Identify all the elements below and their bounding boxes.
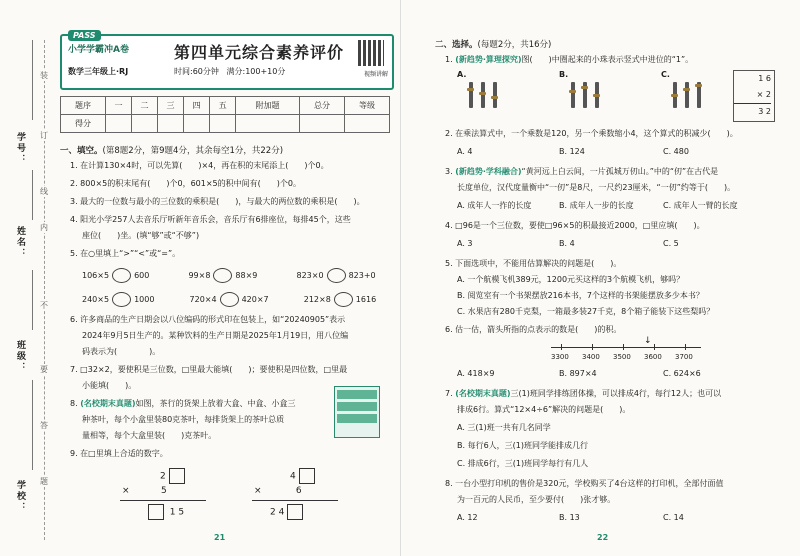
digit-box[interactable] <box>287 504 303 520</box>
choice-7-text: 三(1)班同学排练团体操，可以排成4行，每行12人；也可以 <box>510 389 722 398</box>
qr-code-icon[interactable] <box>358 40 384 66</box>
score-cell[interactable] <box>158 115 184 133</box>
compare-left: 823×0 <box>296 271 324 280</box>
question-5: 5. 在○里填上“>”“<”或“=”。 <box>70 249 181 258</box>
seal-char: 装 <box>40 71 48 80</box>
section-2-heading: 二、选择。 <box>435 40 478 50</box>
compare-circle[interactable] <box>112 292 131 307</box>
exam-meta <box>174 66 285 77</box>
question-2: 2. 800×5的积末尾有( )个0，601×5的积中间有( )个0。 <box>70 179 301 188</box>
question-3: 3. 最大的一位数与最小的三位数的乘积是( )，与最大的两位数的乘积是( )。 <box>70 197 365 206</box>
vertical-calc-a-mul: × 5 <box>122 486 167 496</box>
option-c[interactable]: C. 5 <box>663 239 679 248</box>
question-7-line2: 小能填( )。 <box>82 381 137 390</box>
choice-4: 4. □96是一个三位数，要使□96×5的积最接近2000，□里应填( )。 <box>445 221 705 230</box>
table-row <box>61 115 390 133</box>
compare-right: 88×9 <box>235 271 258 280</box>
choice-3-line2: 长度单位，汉代度量衡中“一仞”是8尺，一尺约23厘米，“一仞”约等于( )。 <box>457 183 736 192</box>
abacus-rod <box>481 82 485 108</box>
choice-7-line2: 排成6行。算式“12×4÷6”解决的问题是( )。 <box>457 405 631 414</box>
vertical-calc-box <box>733 70 775 122</box>
score-cell[interactable] <box>105 115 131 133</box>
student-id-label: 学号： <box>15 132 25 165</box>
option-a[interactable]: A. 三(1)班一共有几名同学 <box>457 423 551 432</box>
option-b[interactable]: B. 897×4 <box>559 369 597 378</box>
page-number-right: 22 <box>597 533 609 542</box>
section-2-note: (每题2分，共16分) <box>477 40 552 50</box>
name-blank[interactable] <box>32 170 33 220</box>
calc-digit: 4 <box>290 471 296 482</box>
tick-label: 3600 <box>644 353 662 361</box>
calc-digit: 3 2 <box>758 107 771 116</box>
choice-1-tag: (新趋势·算理探究) <box>455 55 522 64</box>
question-9: 9. 在□里填上合适的数字。 <box>70 449 168 458</box>
compare-right: 600 <box>134 271 150 280</box>
compare-circle[interactable] <box>112 268 131 283</box>
right-page <box>400 0 800 556</box>
arrow-down-icon: ↓ <box>644 336 652 346</box>
table-cell: 三 <box>158 97 184 115</box>
option-c[interactable]: C. 水果店有280千克梨，一箱最多装27千克，8个箱子能装下这些梨吗？ <box>457 307 715 316</box>
school-blank[interactable] <box>32 380 33 470</box>
class-label: 班级： <box>15 340 25 373</box>
table-cell: 等级 <box>345 97 390 115</box>
qr-caption: 视频讲解 <box>363 71 388 78</box>
name-label: 姓名： <box>15 226 25 259</box>
option-b[interactable]: B. 成年人一步的长度 <box>559 201 634 210</box>
exam-header <box>60 31 394 90</box>
question-8-line1: 8. (名校期末真题)如图，茶行的货架上放着大盒、中盒、小盒三 <box>70 399 296 408</box>
compare-right: 420×7 <box>241 295 269 304</box>
pass-badge: PASS <box>68 30 101 41</box>
score-cell[interactable] <box>345 115 390 133</box>
question-4-line1: 4. 阳光小学257人去音乐厅听新年音乐会，音乐厅有6排座位，每排45个，这些 <box>70 215 351 224</box>
score-table <box>60 96 390 133</box>
tick-label: 3300 <box>551 353 569 361</box>
score-cell[interactable] <box>132 115 158 133</box>
digit-box[interactable] <box>299 468 315 484</box>
vertical-calc-b-result <box>270 504 303 520</box>
option-c[interactable]: C. 480 <box>663 147 689 156</box>
question-6-line1: 6. 许多商品的生产日期会以八位编码的形式印在包装上，如“20240905”表示 <box>70 315 346 324</box>
tick-label: 3400 <box>582 353 600 361</box>
page-number-left: 21 <box>214 533 226 542</box>
table-cell: 总分 <box>300 97 345 115</box>
choice-7-tag: (名校期末真题) <box>455 389 511 398</box>
compare-right: 1000 <box>134 295 155 304</box>
abacus-bead <box>467 88 474 91</box>
table-cell: 五 <box>210 97 236 115</box>
option-label: A. <box>457 70 467 79</box>
abacus-rod <box>685 82 689 108</box>
calc-digit: 2 <box>160 471 166 482</box>
option-b[interactable]: B. 每行6人，三(1)班同学能排成几行 <box>457 441 588 450</box>
option-a[interactable]: A. 418×9 <box>457 369 495 378</box>
compare-circle[interactable] <box>334 292 353 307</box>
question-6-line3: 码表示为( )。 <box>82 347 161 356</box>
number-line-axis <box>551 347 701 348</box>
binding-line <box>44 40 45 540</box>
number-line <box>551 338 701 364</box>
option-label: C. <box>661 70 670 79</box>
abacus-rod <box>493 82 497 108</box>
option-a[interactable]: A. 成年人一拃的长度 <box>457 201 532 210</box>
compare-left: 240×5 <box>82 295 110 304</box>
table-cell: 得分 <box>61 115 106 133</box>
table-cell: 四 <box>184 97 210 115</box>
tick-mark <box>561 344 562 350</box>
tick-mark <box>654 344 655 350</box>
choice-1-text: 图( )中圈起来的小珠表示竖式中进位的“1”。 <box>521 55 694 64</box>
class-blank[interactable] <box>32 270 33 330</box>
choice-3-line1: 3. (新趋势·学科融合)“黄河远上白云间，一片孤城万仞山。”中的“仞”在古代是 <box>445 167 719 176</box>
abacus-option-c[interactable] <box>661 70 711 114</box>
section-1-title <box>60 144 283 156</box>
table-cell: 附加题 <box>236 97 300 115</box>
seal-char: 线 <box>40 187 48 196</box>
option-a[interactable]: A. 3 <box>457 239 473 248</box>
choice-3-text: “黄河远上白云间，一片孤城万仞山。”中的“仞”在古代是 <box>521 167 719 176</box>
compare-left: 106×5 <box>82 271 110 280</box>
option-c[interactable]: C. 成年人一臂的长度 <box>663 201 738 210</box>
abacus-option-b[interactable] <box>559 70 609 114</box>
grade-label: 数学三年级上·RJ <box>68 67 129 76</box>
digit-box[interactable] <box>169 468 185 484</box>
compare-left: 720×4 <box>189 295 217 304</box>
choice-6: 6. 估一估，箭头所指的点表示的数是( )的积。 <box>445 325 622 334</box>
calc-digit: 1 5 <box>169 507 185 518</box>
tick-mark <box>685 344 686 350</box>
choice-8-line1: 8. 一台小型打印机的售价是320元，学校购买了4台这样的打印机，全部付面值 <box>445 479 724 488</box>
compare-right: 1616 <box>355 295 377 304</box>
abacus-rod <box>571 82 575 108</box>
option-a[interactable]: A. 一个航模飞机389元，1200元买这样的3个航模飞机，够吗？ <box>457 275 685 284</box>
compare-row <box>82 292 376 307</box>
calc-digit: 2 4 <box>270 507 285 518</box>
option-label: B. <box>559 70 569 79</box>
full-score: 满分:100+10分 <box>226 67 286 76</box>
exam-title: 第四单元综合素养评价 <box>174 43 345 62</box>
section-1-heading: 一、填空。 <box>60 146 103 156</box>
table-cell: 题序 <box>61 97 106 115</box>
option-a[interactable]: A. 4 <box>457 147 473 156</box>
binding-margin <box>0 0 54 556</box>
section-2-title <box>435 38 551 50</box>
score-cell[interactable] <box>300 115 345 133</box>
vertical-calc-a-result <box>148 504 184 520</box>
question-8-line3: 量相等，每个大盒里装( )克茶叶。 <box>82 431 217 440</box>
compare-left: 212×8 <box>303 295 331 304</box>
abacus-rod <box>469 82 473 108</box>
option-c[interactable]: C. 排成6行，三(1)班同学每行有几人 <box>457 459 589 468</box>
choice-1: 1. (新趋势·算理探究)图( )中圈起来的小珠表示竖式中进位的“1”。 <box>445 55 694 64</box>
vertical-calc-b-mul: × 6 <box>254 486 302 496</box>
compare-right: 823+0 <box>348 271 376 280</box>
abacus-bead <box>581 86 588 89</box>
choice-2: 2. 在乘法算式中，一个乘数是120，另一个乘数缩小4，这个算式的积减少( )。 <box>445 129 738 138</box>
option-b[interactable]: B. 124 <box>559 147 585 156</box>
abacus-bead <box>479 92 486 95</box>
digit-box[interactable] <box>148 504 164 520</box>
table-cell: 一 <box>105 97 131 115</box>
id-blank[interactable] <box>32 40 33 120</box>
choice-8-line2: 为一百元的人民币，至少要付( )张才够。 <box>457 495 616 504</box>
seal-char: 不 <box>40 301 48 310</box>
vertical-calc-a <box>160 468 185 484</box>
option-c[interactable]: C. 14 <box>663 513 684 522</box>
tick-label: 3500 <box>613 353 631 361</box>
abacus-option-a[interactable] <box>457 70 507 114</box>
compare-circle[interactable] <box>327 268 346 283</box>
choice-5: 5. 下面选项中，不能用估算解决的问题是( )。 <box>445 259 622 268</box>
seal-char: 题 <box>40 477 48 486</box>
compare-left: 99×8 <box>188 271 211 280</box>
options-row <box>457 146 473 157</box>
seal-char: 订 <box>40 131 48 140</box>
calc-digit: 6 <box>295 486 302 496</box>
abacus-bead <box>593 94 600 97</box>
tick-label: 3700 <box>675 353 693 361</box>
calc-line <box>120 500 206 501</box>
compare-circle[interactable] <box>220 292 239 307</box>
abacus-bead <box>671 94 678 97</box>
question-1: 1. 在计算130×4时，可以先算( )×4，再在积的末尾添上( )个0。 <box>70 161 329 170</box>
option-b[interactable]: B. 阅览室有一个书架摆放216本书，7个这样的书架能摆放多少本书？ <box>457 291 704 300</box>
question-8-text: 如图，茶行的货架上放着大盒、中盒、小盒三 <box>135 399 296 408</box>
calc-digit: × 2 <box>734 87 771 104</box>
compare-circle[interactable] <box>213 268 232 283</box>
option-c[interactable]: C. 624×6 <box>663 369 701 378</box>
compare-row <box>82 268 376 283</box>
table-row <box>61 97 390 115</box>
abacus-bead <box>491 96 498 99</box>
calc-digit: 5 <box>161 486 167 496</box>
abacus-bead <box>683 88 690 91</box>
question-7-line1: 7. □32×2，要使积是三位数，□里最大能填( )；要使积是四位数，□里最 <box>70 365 348 374</box>
seal-char: 内 <box>40 223 48 232</box>
seal-char: 要 <box>40 365 48 374</box>
abacus-bead <box>695 84 702 87</box>
abacus-bead <box>569 90 576 93</box>
score-cell[interactable] <box>184 115 210 133</box>
choice-3-tag: (新趋势·学科融合) <box>455 167 522 176</box>
time-limit: 时间:60分钟 <box>174 67 219 76</box>
question-8-line2: 种茶叶，每个小盒里装80克茶叶，每排货架上的茶叶总质 <box>82 415 285 424</box>
tea-shelf-illustration <box>334 386 380 438</box>
option-b[interactable]: B. 4 <box>559 239 575 248</box>
choice-7-line1: 7. (名校期末真题)三(1)班同学排练团体操，可以排成4行，每行12人；也可以 <box>445 389 722 398</box>
tick-mark <box>623 344 624 350</box>
question-8-tag: (名校期末真题) <box>80 399 136 408</box>
calc-digit: 1 6 <box>758 74 771 83</box>
section-1-note: (第8题2分，第9题4分，其余每空1分，共22分) <box>102 146 284 156</box>
question-6-line2: 2024年9月5日生产的。某种饮料的生产日期是2025年1月19日，用八位编 <box>82 331 349 340</box>
question-4-line2: 座位( )坐。(填“够”或“不够”) <box>82 231 200 240</box>
calc-line <box>252 500 338 501</box>
option-b[interactable]: B. 13 <box>559 513 580 522</box>
tick-mark <box>592 344 593 350</box>
option-a[interactable]: A. 12 <box>457 513 478 522</box>
vertical-calc-b <box>290 468 315 484</box>
series-name: 小学学霸冲A卷 <box>68 45 129 55</box>
score-cell[interactable] <box>210 115 236 133</box>
table-cell: 二 <box>132 97 158 115</box>
score-cell[interactable] <box>236 115 300 133</box>
seal-char: 答 <box>40 421 48 430</box>
school-label: 学校： <box>15 480 25 513</box>
